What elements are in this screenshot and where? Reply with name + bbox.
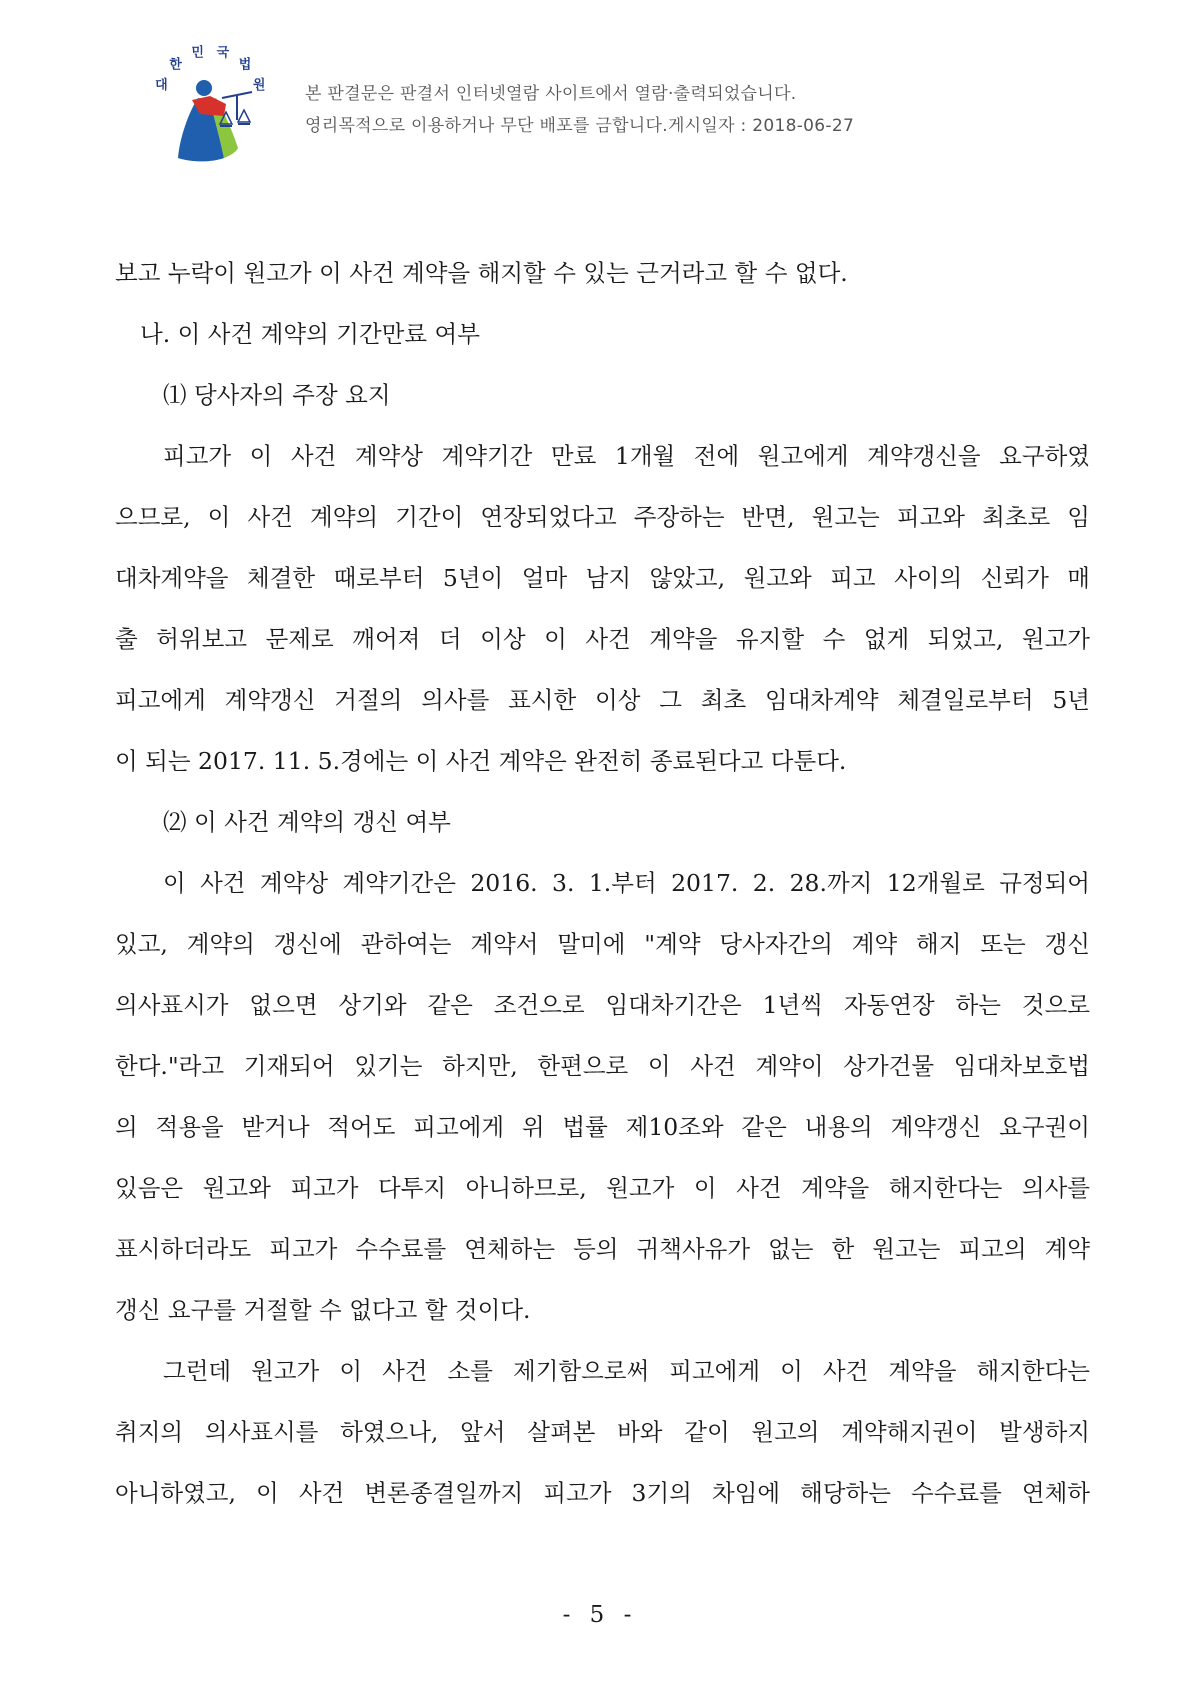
body-line: 취지의 의사표시를 하였으나, 앞서 살펴본 바와 같이 원고의 계약해지권이 발생하지 xyxy=(115,1418,1090,1446)
body-line: 의사표시가 없으면 상기와 같은 조건으로 임대차기간은 1년씩 자동연장 하는 것으로 xyxy=(115,991,1090,1019)
body-line: 한다."라고 기재되어 있기는 하지만, 한편으로 이 사건 계약이 상가건물 임대차보호법 xyxy=(115,1052,1090,1080)
subsection-heading-2: ⑵ 이 사건 계약의 갱신 여부 xyxy=(163,808,451,836)
notice-line-2: 영리목적으로 이용하거나 무단 배포를 금합니다.게시일자 : 2018-06-27 xyxy=(305,116,855,136)
body-line: 있음은 원고와 피고가 다투지 아니하므로, 원고가 이 사건 계약을 해지한다는 의사를 xyxy=(115,1174,1090,1202)
seal-character: 한 xyxy=(169,57,182,73)
page-number: - 5 - xyxy=(562,1602,638,1628)
seal-character: 대 xyxy=(155,78,168,94)
viewing-notice xyxy=(305,78,854,142)
body-line: 갱신 요구를 거절할 수 없다고 할 것이다. xyxy=(115,1296,531,1324)
court-seal-logo xyxy=(140,40,280,170)
body-line: 이 사건 계약상 계약기간은 2016. 3. 1.부터 2017. 2. 28.까지 12개월로 규정되어 xyxy=(163,869,1090,897)
body-line: 표시하더라도 피고가 수수료를 연체하는 등의 귀책사유가 없는 한 원고는 피고의 계약 xyxy=(115,1235,1090,1263)
body-line: 있고, 계약의 갱신에 관하여는 계약서 말미에 "계약 당사자간의 계약 해지 또는 갱신 xyxy=(115,930,1090,958)
seal-character: 민 xyxy=(191,45,204,61)
document-header xyxy=(140,40,1140,170)
body-line: 이 되는 2017. 11. 5.경에는 이 사건 계약은 완전히 종료된다고 다툰다. xyxy=(115,747,847,775)
seal-character: 국 xyxy=(216,45,230,61)
subsection-heading-1: ⑴ 당사자의 주장 요지 xyxy=(163,381,391,409)
body-line: 아니하였고, 이 사건 변론종결일까지 피고가 3기의 차임에 해당하는 수수료를 연체하 xyxy=(115,1479,1090,1507)
body-line: 의 적용을 받거나 적어도 피고에게 위 법률 제10조와 같은 내용의 계약갱신 요구권이 xyxy=(115,1113,1090,1141)
body-line: 보고 누락이 원고가 이 사건 계약을 해지할 수 있는 근거라고 할 수 없다. xyxy=(115,259,848,287)
notice-line-1: 본 판결문은 판결서 인터넷열람 사이트에서 열람·출력되었습니다. xyxy=(305,84,797,104)
body-line: 출 허위보고 문제로 깨어져 더 이상 이 사건 계약을 유지할 수 없게 되었고, 원고가 xyxy=(115,625,1090,653)
body-line: 그런데 원고가 이 사건 소를 제기함으로써 피고에게 이 사건 계약을 해지한다는 xyxy=(163,1357,1090,1385)
body-line: 으므로, 이 사건 계약의 기간이 연장되었다고 주장하는 반면, 원고는 피고와 최초로 임 xyxy=(115,503,1090,531)
seal-character: 법 xyxy=(238,57,252,73)
seal-character: 원 xyxy=(252,78,266,94)
body-line: 피고가 이 사건 계약상 계약기간 만료 1개월 전에 원고에게 계약갱신을 요구하였 xyxy=(163,442,1090,470)
body-line: 대차계약을 체결한 때로부터 5년이 얼마 남지 않았고, 원고와 피고 사이의 신뢰가 매 xyxy=(115,564,1090,592)
judgment-body xyxy=(115,243,1090,1524)
body-line: 피고에게 계약갱신 거절의 의사를 표시한 이상 그 최초 임대차계약 체결일로부터 5년 xyxy=(115,686,1090,714)
section-heading-na: 나. 이 사건 계약의 기간만료 여부 xyxy=(140,320,480,348)
